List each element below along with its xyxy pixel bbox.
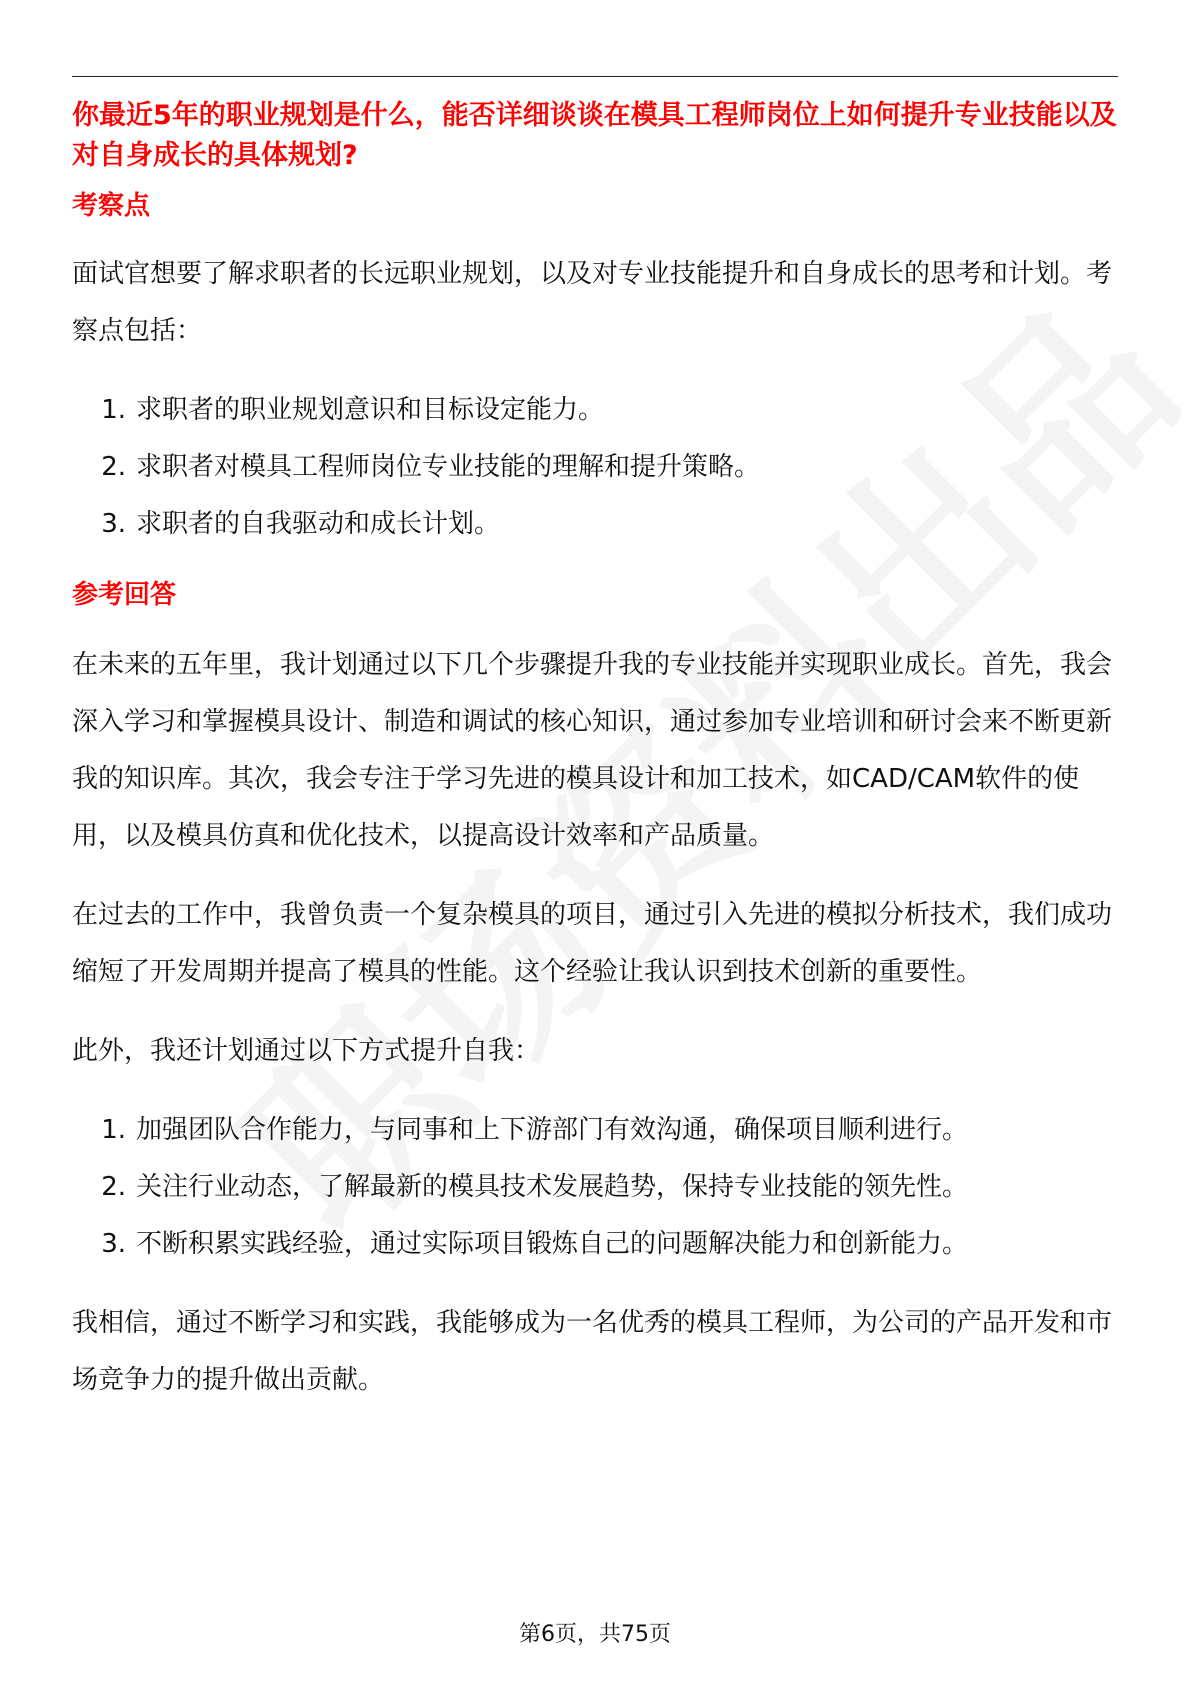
page-content <box>72 96 1122 1409</box>
answer-paragraph-2: 在过去的工作中，我曾负责一个复杂模具的项目，通过引入先进的模拟分析技术，我们成功缩短了开发周期并提高了模具的性能。这个经验让我认识到技术创新的重要性。 <box>72 900 1113 987</box>
answer-paragraph-4: 我相信，通过不断学习和实践，我能够成为一名优秀的模具工程师，为公司的产品开发和市场竞争力的提升做出贡献。 <box>72 1308 1113 1395</box>
list-item: 1. 加强团队合作能力，与同事和上下游部门有效沟通，确保项目顺利进行。 <box>101 1115 969 1145</box>
list-item: 3. 求职者的自我驱动和成长计划。 <box>101 509 501 539</box>
list-item: 2. 求职者对模具工程师岗位专业技能的理解和提升策略。 <box>101 452 761 482</box>
question-title: 你最近5年的职业规划是什么，能否详细谈谈在模具工程师岗位上如何提升专业技能以及对自身成长的具体规划? <box>72 100 1117 171</box>
self-improvement-list <box>72 1102 1122 1273</box>
assessment-intro: 面试官想要了解求职者的长远职业规划，以及对专业技能提升和自身成长的思考和计划。考察点包括： <box>72 259 1113 346</box>
answer-paragraph-1: 在未来的五年里，我计划通过以下几个步骤提升我的专业技能并实现职业成长。首先，我会深入学习和掌握模具设计、制造和调试的核心知识，通过参加专业培训和研讨会来不断更新我的知识库。其次，我会专注于学习先进的模具设计和加工技术，如CAD/CAM软件的使用，以及模具仿真和优化技术，以提高设计效率和产品质量。 <box>72 650 1113 851</box>
list-item: 1. 求职者的职业规划意识和目标设定能力。 <box>101 395 605 425</box>
assessment-list <box>72 382 1122 553</box>
list-item: 2. 关注行业动态，了解最新的模具技术发展趋势，保持专业技能的领先性。 <box>101 1172 969 1202</box>
top-rule <box>72 76 1118 77</box>
answer-paragraph-3: 此外，我还计划通过以下方式提升自我： <box>72 1036 541 1066</box>
section-heading-assessment: 考察点 <box>72 191 151 221</box>
list-item: 3. 不断积累实践经验，通过实际项目锻炼自己的问题解决能力和创新能力。 <box>101 1229 969 1259</box>
page-number: 第6页，共75页 <box>519 1622 671 1647</box>
section-heading-answer: 参考回答 <box>72 580 177 610</box>
